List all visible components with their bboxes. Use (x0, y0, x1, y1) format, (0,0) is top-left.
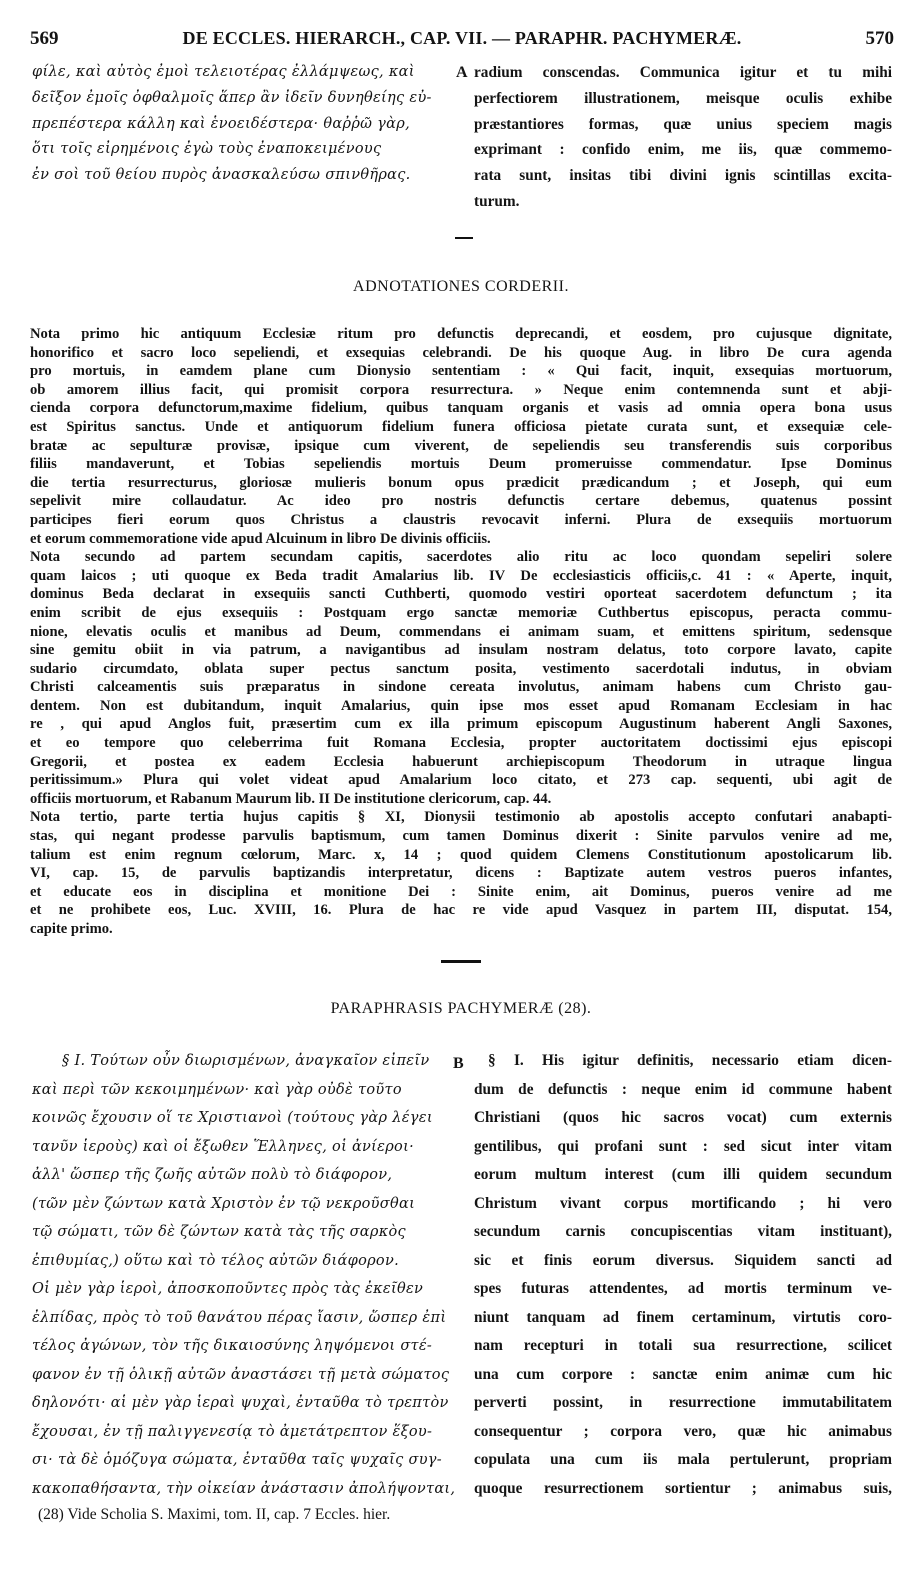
latin-line: rata sunt, insitas tibi divini ignis scintillas excita- (474, 167, 892, 185)
greek-line: δεῖξον ἐμοῖς ὀφθαλμοῖς ἅπερ ἂν ἰδεῖν δυνηθείης εὐ- (32, 89, 432, 106)
annotation-line: filiis mandaverunt, et Tobias sepeliendis mortuis Deum promeruisse commendatur. Ipse Dominus (30, 456, 892, 473)
annotation-line: participes fieri eorum quos Christus a claustris revocavit inferni. Plura de exsequiis mortuorum (30, 511, 892, 528)
greek-line: ὅτι τοῖς εἰρημένοις ἐγὼ τοὺς ἐναποκειμένους (32, 141, 382, 158)
annotation-line: et eorum commemoratione vide apud Alcuinum in libro De divinis officiis. (30, 530, 491, 547)
latin-line: dum de defunctis : neque enim id commune habent (474, 1080, 892, 1098)
column-marker-b: B (453, 1055, 464, 1072)
annotations-heading: ADNOTATIONES CORDERII. (353, 278, 569, 295)
latin-line: gentilibus, qui profani sunt : sed sicut inter vitam (474, 1137, 892, 1155)
annotation-line: et educate eos in disciplina et monitione Dei : Sinite enim, ait Dominus, pueros venire ad me (30, 883, 892, 900)
running-header (30, 28, 894, 52)
latin-line: perverti possint, in resurrectione immutabilitatem (474, 1394, 892, 1411)
annotation-line: stas, qui negant prodesse parvulis baptismum, cum tamen Dominus dixerit : Sinite parvulos venire ad me, (30, 828, 892, 845)
column-marker-a: A (456, 64, 468, 81)
annotation-line: cienda corpora defunctorum,maxime fidelium, quibus tanquam organis et vasis ad omnia opera bona usus (30, 400, 892, 417)
greek-line: πρεπέστερα κάλλη καὶ ἑνοειδέστερα· θαῤῥῶ γὰρ, (32, 115, 410, 132)
running-title: DE ECCLES. HIERARCH., CAP. VII. — PARAPHR. PACHYMERÆ. (182, 28, 742, 48)
annotation-line: re , qui apud Anglos fuit, præsertim cum ex illa primum episcopum Augustinum haberent Angli Saxones, (30, 716, 892, 733)
latin-line: consequentur ; corpora vero, quæ hic animabus (474, 1422, 892, 1440)
latin-line: perfectiorem illustrationem, meisque oculis exhibe (474, 89, 892, 107)
annotation-line: Nota secundo ad partem secundam capitis, sacerdotes alio ritu ac loco quondam sepeliri solere (30, 549, 892, 566)
annotation-line: et eo tempore quo celeberrima fuit Romana Ecclesia, propter auctoritatem doctissimi ejus episcopi (30, 735, 892, 752)
top-latin-column (474, 60, 892, 215)
greek-line: ἐλπίδας, πρὸς τὸ τοῦ θανάτου πέρας ἴασιν, ὥσπερ ἐπὶ (32, 1309, 447, 1326)
greek-line: τέλος ἀγώνων, τὸν τῆς δικαιοσύνης ληψόμενοι στέ- (32, 1338, 433, 1354)
latin-line: Christum vivant corpus mortificando ; hi vero (474, 1194, 892, 1212)
latin-line: eorum multum interest (cum illi quidem secundum (474, 1166, 892, 1183)
annotation-line: quam laicos ; uti quoque ex Beda tradit Amalarius lib. IV De ecclesiasticis officiis,c. 41 : « Aperte, inquit, (30, 567, 892, 584)
greek-line: (τῶν μὲν ζώντων κατὰ Χριστὸν ἐν τῷ νεκροῦσθαι (32, 1195, 416, 1212)
annotation-line: enim scribit de ejus exsequiis : Postquam ergo sanctæ memoriæ Cuthbertus episcopus, peracta commu- (30, 604, 892, 621)
greek-line: ἐν σοὶ τοῦ θείου πυρὸς ἀνασκαλεύσω σπινθῆρας. (32, 167, 411, 184)
annotations-body (30, 325, 892, 939)
latin-line: radium conscendas. Communica igitur et tu mihi (474, 64, 892, 81)
annotation-line: die tertia resurrecturus, gloriosæ mulieris bonum opus prædicit prædicandum ; et Joseph, qui eum (30, 474, 892, 491)
annotation-line: capite primo. (30, 921, 113, 937)
annotation-line: est Spiritus sanctus. Unde et antiquorum fidelium funera officiosa pietate curata sunt, et exsequiæ cele- (30, 418, 892, 435)
greek-line: ἔχουσαι, ἐν τῇ παλιγγενεσίᾳ τὸ ἀμετάτρεπτον ἕξου- (32, 1423, 433, 1440)
section-rule (441, 960, 481, 963)
latin-line: exprimant : confido enim, me iis, quæ commemo- (474, 141, 892, 159)
annotation-line: Gregorii, et postea ex eadem Ecclesia habuerunt archiepiscopum Theodorum in utraque lingua (30, 753, 892, 770)
annotation-line: sudario circumdato, oblata super pectus sanctum posita, vestimento sacerdotali indutus, in obviam (30, 660, 892, 677)
short-rule (455, 237, 473, 239)
latin-line: § I. His igitur definitis, necessario etiam dicen- (488, 1052, 892, 1069)
greek-line: καὶ περὶ τῶν κεκοιμημένων· καὶ γὰρ οὐδὲ τοῦτο (32, 1081, 402, 1098)
annotation-line: Nota primo hic antiquum Ecclesiæ ritum pro defunctis deprecandi, et eosdem, pro cujusque dignitate, (30, 326, 892, 342)
latin-line: præstantiores formas, quæ unius speciem magis (474, 115, 892, 133)
greek-line: ἀλλ' ὥσπερ τῆς ζωῆς αὐτῶν πολὺ τὸ διάφορον, (32, 1167, 393, 1183)
annotation-line: bratæ ac sepulturæ provisæ, ipsique cum viverent, de sepeliendis seu transferendis suis corporibus (30, 437, 892, 454)
annotation-line: Christi calceamentis suis præparatus in sindone cereata involutus, animam habens cum Christo gau- (30, 679, 892, 696)
footnote: (28) Vide Scholia S. Maximi, tom. II, cap. 7 Eccles. hier. (38, 1506, 391, 1523)
greek-line: κακοπαθήσαντα, τὴν οἰκείαν ἀνάστασιν ἀπολήψονται, (32, 1480, 456, 1497)
annotation-line: sepelivit mire collaudatur. Ac ideo pro nostris defunctis certare debemus, quatenus possint (30, 493, 892, 510)
paraphrasis-greek-column (32, 1047, 460, 1503)
greek-line: κοινῶς ἔχουσιν οἵ τε Χριστιανοὶ (τούτους γὰρ λέγει (32, 1110, 433, 1126)
latin-line: secundum carnis concupiscentias vitam instituant), (474, 1223, 892, 1240)
paraphrasis-heading: PARAPHRASIS PACHYMERÆ (28). (330, 1000, 592, 1017)
page-number-right: 570 (865, 28, 894, 49)
latin-line: una cum corpore : sanctæ enim animæ cum hic (474, 1365, 892, 1383)
greek-line: § I. Τούτων οὖν διωρισμένων, ἀναγκαῖον εἰπεῖν (62, 1053, 430, 1069)
annotation-line: dominus Beda declarat in exsequiis sancti Cuthberti, quomodo vestiri oporteat sacerdotem defunctum ; ita (30, 586, 892, 603)
top-greek-column (32, 60, 457, 189)
latin-line: quoque resurrectionem sortientur ; animabus suis, (474, 1479, 892, 1497)
annotation-line: et ne prohibete eos, Luc. XVIII, 16. Plura de hac re vide apud Vasquez in partem III, disputat. 154, (30, 902, 892, 919)
paraphrasis-latin-column (474, 1047, 892, 1503)
annotation-line: talium est enim regnum cœlorum, Marc. x, 14 ; quod quidem Clemens Constitutionum apostolicarum lib. (30, 846, 892, 863)
greek-line: Οἱ μὲν γὰρ ἱεροὶ, ἀποσκοποῦντες πρὸς τὰς ἐκεῖθεν (32, 1281, 424, 1297)
annotation-line: sine gemitu obiit in via patrum, a navigantibus ad insulam nostram delatus, toto corpore lavato, capite (30, 642, 892, 659)
greek-line: τῷ σώματι, τῶν δὲ ζώντων κατὰ τὰς τῆς σαρκὸς (32, 1224, 406, 1240)
latin-line: nam recepturi in totali sua resurrectione, scilicet (474, 1337, 892, 1354)
annotation-line: nione, elevatis oculis et manibus ad Deum, commendans ei animam suam, et emittens spiritum, sedensque (30, 623, 892, 640)
annotation-line: pro mortuis, in eamdem plane cum Dionysio sententiam : « Qui facit, inquit, exsequias mortuorum, (30, 363, 892, 380)
annotation-line: Nota tertio, parte tertia hujus capitis § XI, Dionysii testimonio ab apostolis accepto confutari anabapti- (30, 809, 892, 826)
latin-line: copulata una cum iis mala pertulerunt, propriam (474, 1451, 892, 1468)
greek-line: φίλε, καὶ αὐτὸς ἐμοὶ τελειοτέρας ἐλλάμψεως, καὶ (32, 64, 415, 80)
annotation-line: officiis mortuorum, et Rabanum Maurum lib. II De institutione clericorum, cap. 44. (30, 790, 552, 807)
greek-line: φανον ἐν τῇ ὁλικῇ αὐτῶν ἀναστάσει τῇ μετὰ σώματος (32, 1366, 450, 1383)
annotation-line: ob amorem illius facit, qui promisit corpora resurrectura. » Neque enim contemnenda sunt et abji- (30, 381, 892, 398)
annotation-line: honorifico et sacro loco sepeliendi, et exsequias celebrandi. De his quoque Aug. in libro De cura agenda (30, 344, 892, 361)
page-number-left: 569 (30, 28, 59, 49)
greek-line: τανῦν ἱεροὺς) καὶ οἱ ἔξωθεν Ἕλληνες, οἱ ἀνίεροι· (32, 1138, 414, 1155)
annotation-line: peritissimum.» Plura qui volet videat apud Amalarium loco citato, et 273 cap. sequenti, ubi agit de (30, 772, 892, 789)
greek-line: σι· τὰ δὲ ὁμόζυγα σώματα, ἐνταῦθα ταῖς ψυχαῖς συγ- (32, 1452, 442, 1468)
greek-line: ἐπιθυμίας,) οὕτω καὶ τὸ τέλος αὐτῶν διάφορον. (32, 1252, 399, 1269)
latin-line: spes futuras attendentes, ad mortis terminum ve- (474, 1280, 892, 1297)
latin-line: Christiani (quos hic sacros vocat) cum externis (474, 1109, 892, 1126)
annotation-line: VI, cap. 15, de parvulis baptizandis interpretatur, dicens : Baptizate autem vestros pueros infantes, (30, 865, 892, 882)
latin-line: turum. (474, 192, 520, 210)
greek-line: δηλονότι· αἱ μὲν γὰρ ἱεραὶ ψυχαὶ, ἐνταῦθα τὸ τρεπτὸν (32, 1395, 449, 1411)
latin-line: niunt tanquam ad finem certaminum, virtutis coro- (474, 1308, 892, 1326)
annotation-line: dentem. Non est dubitandum, inquit Amalarius, quin ipse mos esset apud Romanam Ecclesiam in hac (30, 697, 892, 714)
latin-line: sic et finis eorum diversus. Siquidem sancti ad (474, 1251, 892, 1269)
